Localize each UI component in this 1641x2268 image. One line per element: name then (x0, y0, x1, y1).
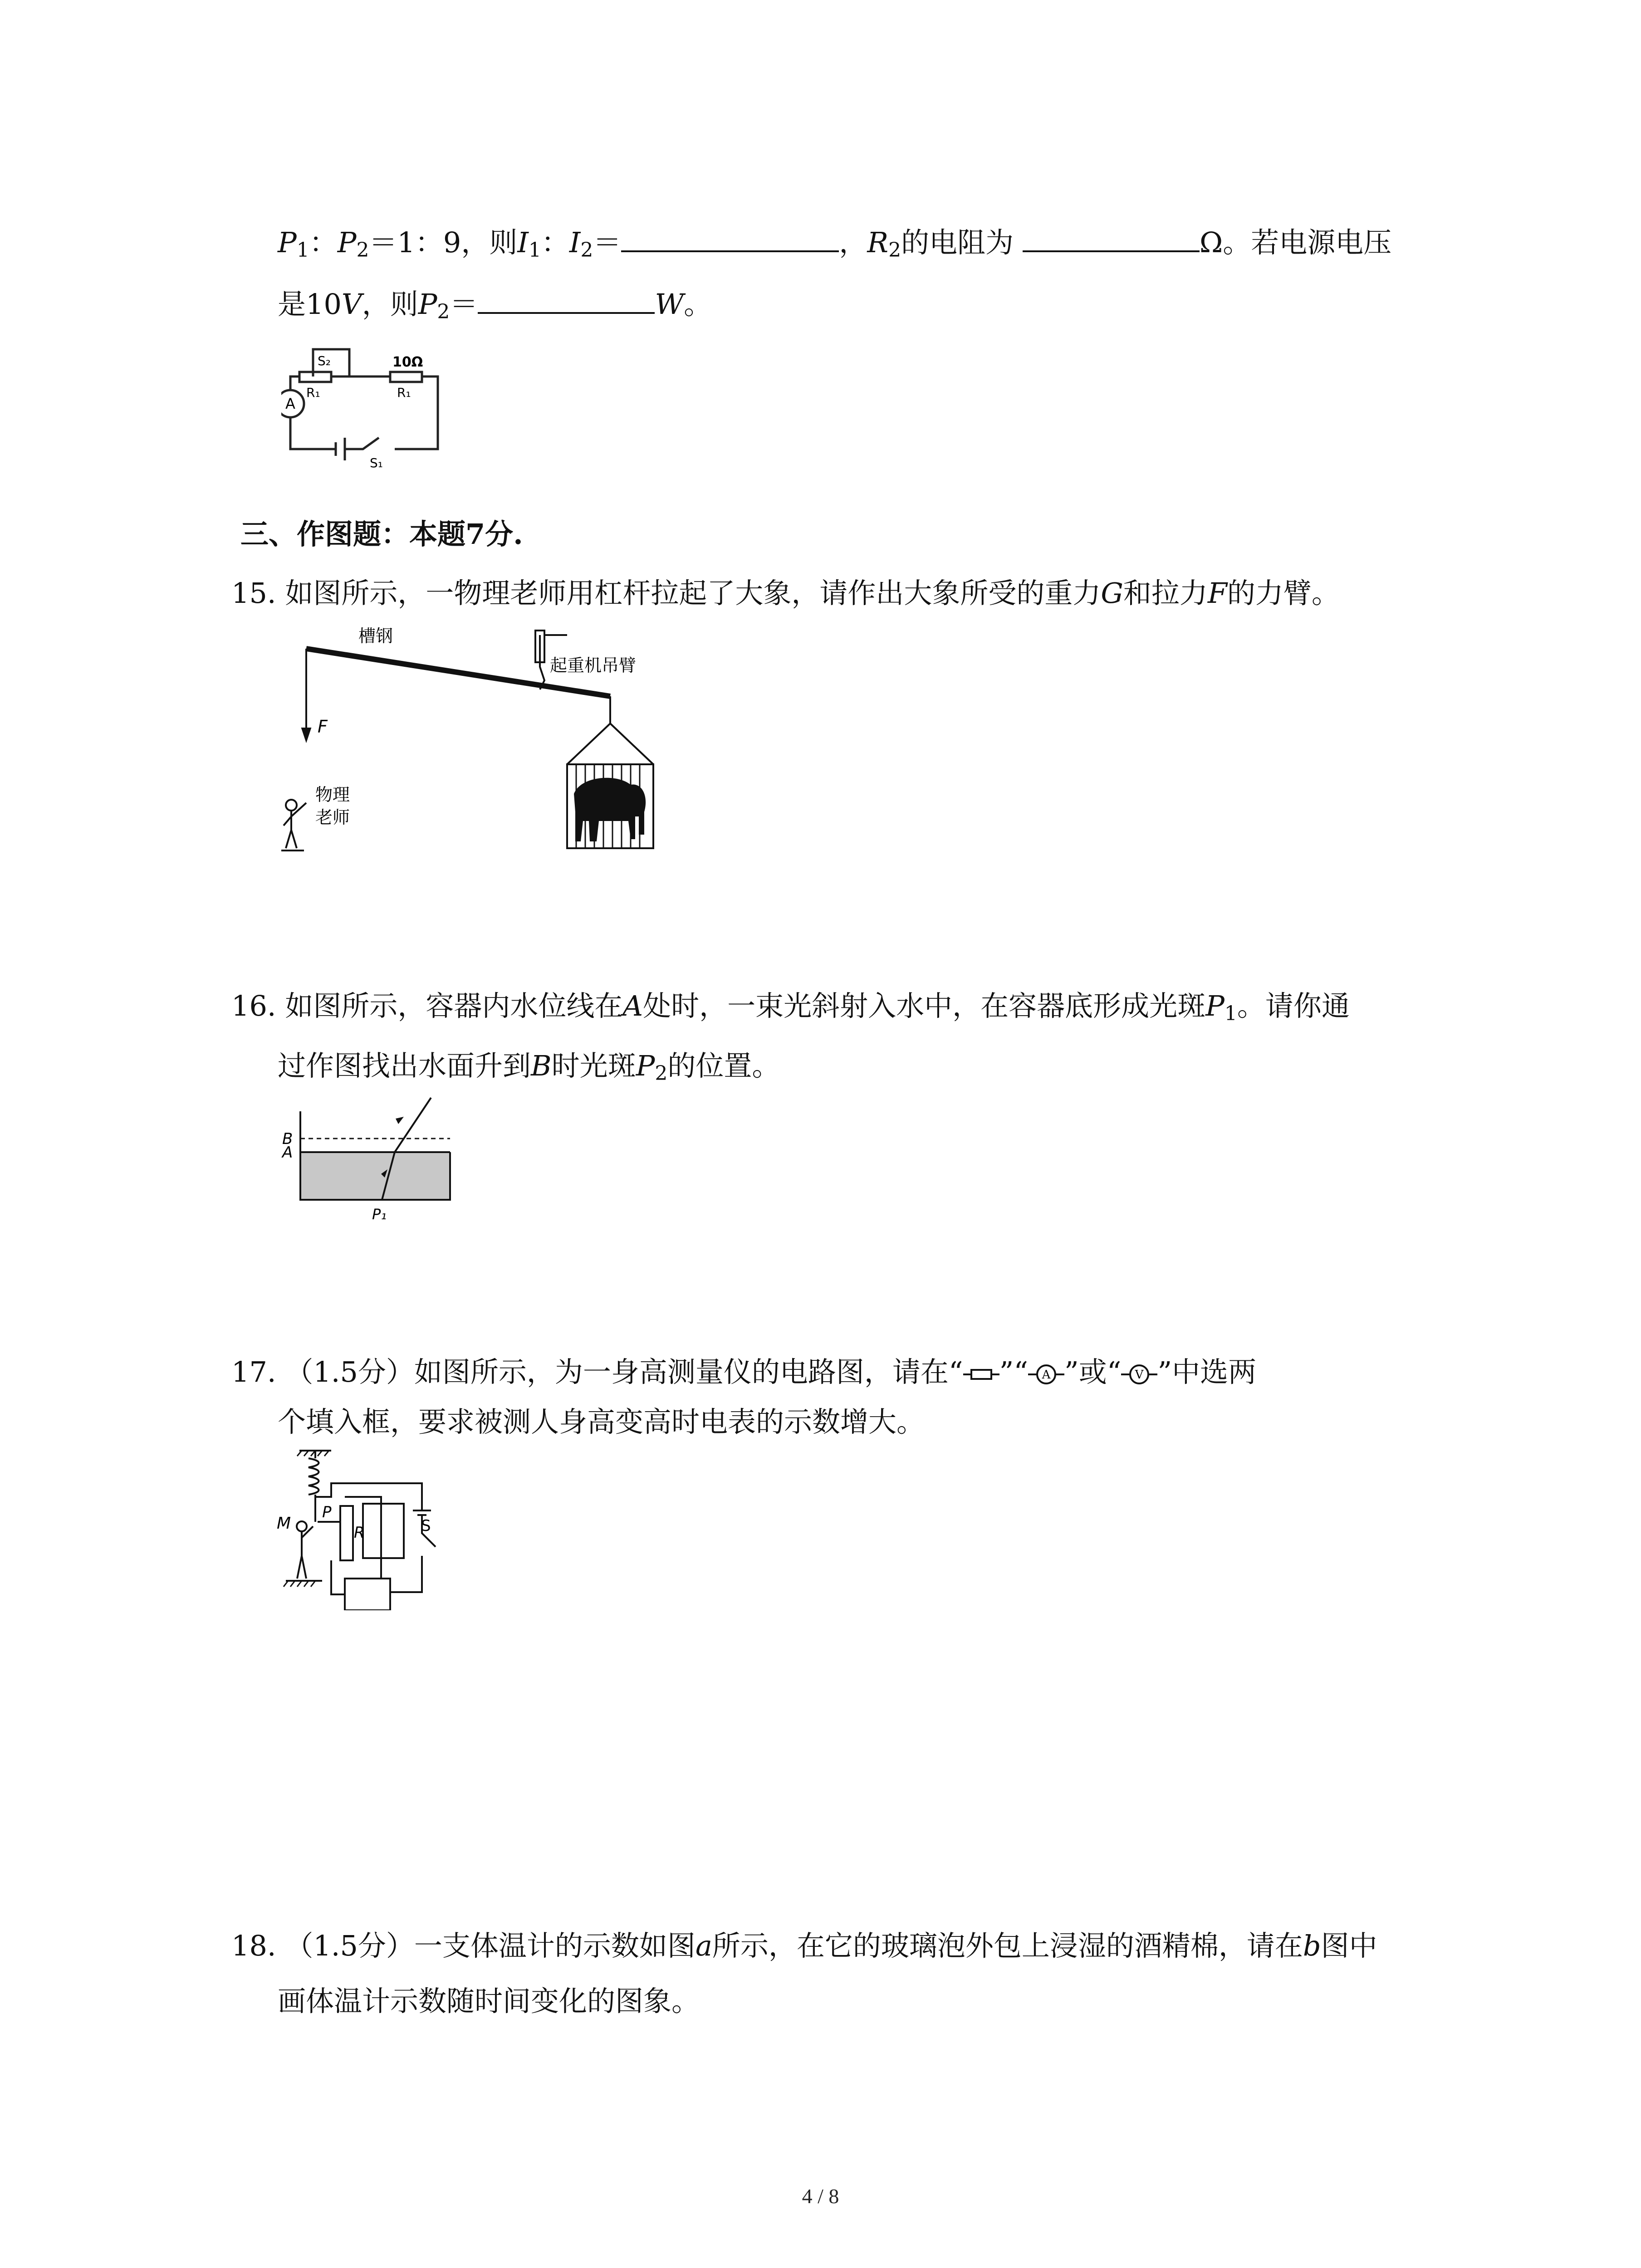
q17-line-1: 17. （1.5分）如图所示，为一身高测量仪的电路图，请在“ ”“ A ”或“ V ”中选两 (231, 1355, 1257, 1388)
q15-lever-elephant-figure (272, 621, 717, 857)
label-s: S (421, 1517, 431, 1535)
svg-text:V: V (1135, 1368, 1144, 1382)
label-crane-arm: 起重机吊臂 (550, 655, 637, 675)
ammeter-symbol-icon (1028, 1363, 1064, 1386)
page-number: 4 / 8 (802, 2185, 839, 2208)
question-number: 18. (231, 1929, 276, 1962)
var-p1: P (278, 226, 297, 259)
q18-line-1: 18. （1.5分）一支体温计的示数如图a所示，在它的玻璃泡外包上浸湿的酒精棉，请在b图中 (231, 1929, 1377, 1962)
label-force-f: F (318, 717, 328, 737)
label-channel-steel: 槽钢 (358, 626, 393, 646)
label-m: M (277, 1514, 291, 1533)
svg-text:A: A (1042, 1368, 1051, 1382)
question-number: 16. (231, 989, 276, 1022)
question-number: 15. (231, 577, 276, 610)
answer-blank-p2[interactable] (478, 285, 655, 314)
label-p: P (322, 1503, 332, 1521)
label-b: B (282, 1130, 293, 1148)
resistor-symbol-icon (963, 1365, 999, 1383)
q17-line-2: 个填入框，要求被测人身高变高时电表的示数增大。 (278, 1405, 925, 1438)
voltmeter-symbol-icon (1121, 1363, 1157, 1386)
label-r1-left: R₁ (306, 385, 320, 400)
label-s1: S₁ (370, 455, 383, 470)
label-s2: S₂ (318, 353, 331, 368)
answer-blank-i-ratio[interactable] (621, 223, 839, 252)
q16-line-1: 16. 如图所示，容器内水位线在A处时，一束光斜射入水中，在容器底形成光斑$P_1$。请你通 (231, 989, 1350, 1025)
label-10ohm: 10Ω (392, 354, 423, 370)
label-r1-right: R₁ (397, 385, 411, 400)
ammeter-symbol: A (285, 395, 295, 412)
answer-blank-r2[interactable] (1023, 223, 1200, 252)
q17-height-meter-circuit-figure (277, 1442, 449, 1610)
q18-line-2: 画体温计示数随时间变化的图象。 (278, 1984, 700, 2018)
label-a: A (282, 1144, 293, 1162)
q16-water-container-figure (277, 1089, 458, 1225)
q14-circuit-figure (281, 340, 445, 472)
q14-line-1: $P_1$：$P_2=1$：9，则$I_1$：$I_2=$ ，$R_2$的电阻为 Ω。若电源电压 (278, 223, 1391, 269)
q16-line-2: 过作图找出水面升到B时光斑$P_2$的位置。 (278, 1049, 780, 1085)
label-p1: P₁ (372, 1206, 387, 1223)
q15-text: 15. 如图所示，一物理老师用杠杆拉起了大象，请作出大象所受的重力G和拉力F的力臂。 (231, 577, 1340, 610)
label-teacher-1: 物理 (315, 785, 350, 805)
label-teacher-2: 老师 (315, 807, 350, 827)
label-r: R (354, 1524, 365, 1542)
q14-line-2: 是10V，则$P_2= W$。 (278, 285, 712, 330)
question-number: 17. (231, 1355, 276, 1388)
section-3-heading: 三、作图题：本题7分. (240, 518, 523, 551)
